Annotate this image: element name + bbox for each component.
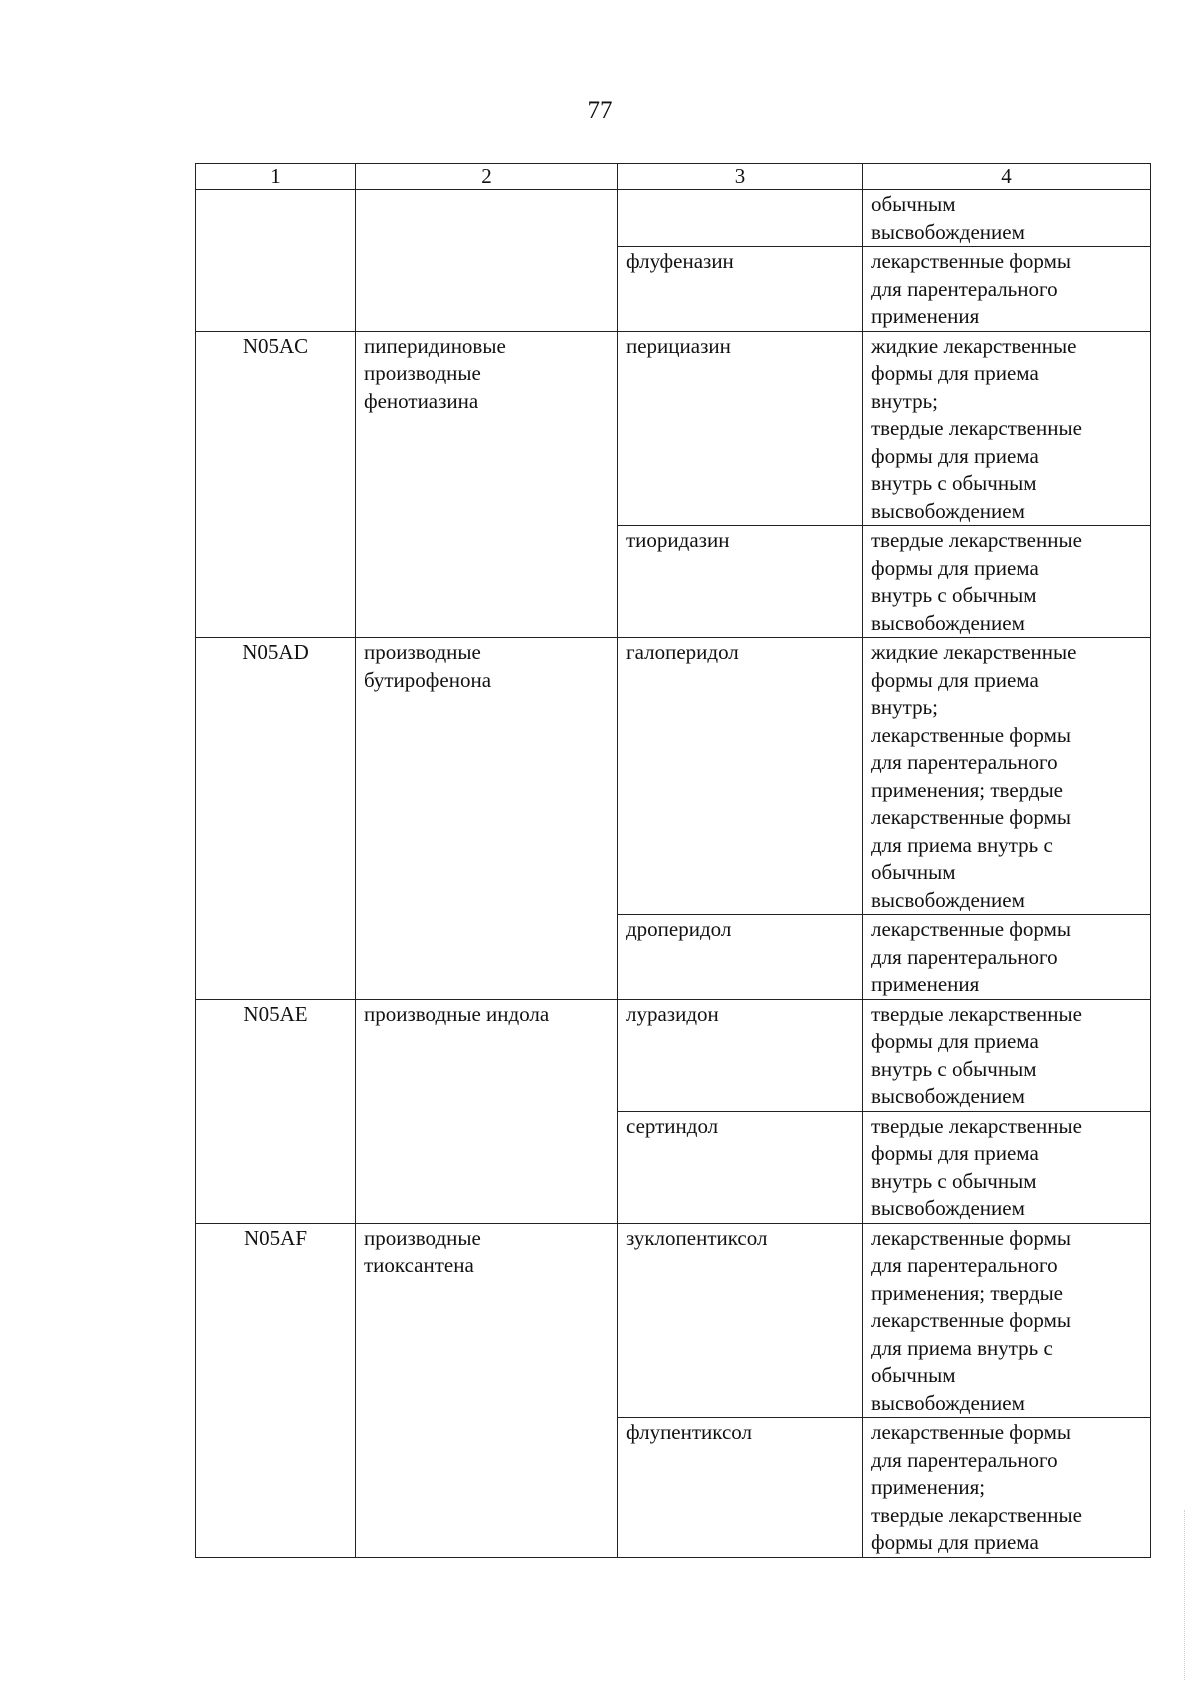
- drug-name-cell: луразидон: [618, 999, 863, 1111]
- dosage-form-line: обычным: [871, 192, 956, 216]
- group-line: производные: [364, 1225, 481, 1250]
- dosage-form-line: для парентерального: [871, 944, 1058, 969]
- dosage-forms-cell: [863, 1111, 1151, 1223]
- dosage-form-line: внутрь;: [871, 388, 938, 413]
- dosage-forms-cell: [863, 999, 1151, 1111]
- dosage-form-line: обычным: [871, 860, 956, 884]
- dosage-forms-cell: [863, 1223, 1151, 1418]
- dosage-form-line: формы для приема: [871, 1029, 1039, 1053]
- dosage-form-line: жидкие лекарственные: [871, 333, 1077, 358]
- header-col-2: 2: [356, 164, 618, 190]
- dosage-forms-cell: [863, 638, 1151, 915]
- anatomical-group-cell: [356, 999, 618, 1223]
- drug-name-cell: тиоридазин: [618, 526, 863, 638]
- dosage-form-line: обычным: [871, 1363, 956, 1387]
- drug-table-container: [195, 163, 1150, 1558]
- dosage-form-line: высвобождением: [871, 1084, 1025, 1108]
- dosage-form-line: лекарственные формы: [871, 722, 1071, 747]
- table-row: [196, 999, 1151, 1111]
- group-line: производные индола: [364, 1001, 550, 1026]
- dosage-form-line: лекарственные формы: [871, 1225, 1071, 1250]
- dosage-form-line: формы для приема: [871, 1530, 1039, 1554]
- drug-name-cell: перициазин: [618, 331, 863, 526]
- dosage-form-line: лекарственные формы: [871, 249, 1071, 273]
- dosage-form-line: формы для приема: [871, 667, 1039, 692]
- group-line: производные: [364, 361, 481, 385]
- scan-artifact: [1184, 1510, 1186, 1680]
- dosage-form-line: лекарственные формы: [871, 1308, 1071, 1332]
- dosage-form-line: применения; твердые: [871, 777, 1063, 802]
- dosage-form-line: для парентерального: [871, 1447, 1058, 1472]
- table-row: [196, 638, 1151, 915]
- drug-name-cell: флупентиксол: [618, 1418, 863, 1558]
- header-col-3: 3: [618, 164, 863, 190]
- dosage-form-line: высвобождением: [871, 219, 1025, 244]
- drug-name-cell: дроперидол: [618, 915, 863, 1000]
- drug-name-cell: галоперидол: [618, 638, 863, 915]
- table-row: [196, 331, 1151, 526]
- group-line: фенотиазина: [364, 388, 479, 413]
- table-row: [196, 1223, 1151, 1418]
- dosage-form-line: высвобождением: [871, 1390, 1025, 1415]
- dosage-form-line: внутрь с обычным: [871, 471, 1037, 495]
- dosage-form-line: лекарственные формы: [871, 805, 1071, 829]
- dosage-form-line: для парентерального: [871, 1253, 1058, 1277]
- dosage-form-line: твердые лекарственные: [871, 1113, 1082, 1138]
- header-col-1: 1: [196, 164, 356, 190]
- group-line: тиоксантена: [364, 1253, 474, 1277]
- group-line: пиперидиновые: [364, 333, 506, 358]
- dosage-form-line: высвобождением: [871, 498, 1025, 523]
- dosage-forms-cell: [863, 190, 1151, 247]
- atc-code-cell: N05AD: [196, 638, 356, 1000]
- drug-table: [195, 163, 1151, 1558]
- drug-name-cell: сертиндол: [618, 1111, 863, 1223]
- dosage-form-line: лекарственные формы: [871, 1420, 1071, 1444]
- dosage-form-line: для приема внутрь с: [871, 1335, 1053, 1360]
- atc-code-cell: N05AF: [196, 1223, 356, 1557]
- dosage-form-line: твердые лекарственные: [871, 1001, 1082, 1026]
- dosage-forms-cell: [863, 331, 1151, 526]
- dosage-form-line: твердые лекарственные: [871, 1502, 1082, 1527]
- table-row: [196, 190, 1151, 247]
- dosage-form-line: применения: [871, 972, 980, 996]
- dosage-form-line: твердые лекарственные: [871, 416, 1082, 440]
- dosage-form-line: для парентерального: [871, 750, 1058, 774]
- anatomical-group-cell: [356, 331, 618, 638]
- dosage-form-line: лекарственные формы: [871, 917, 1071, 941]
- drug-name-cell: зуклопентиксол: [618, 1223, 863, 1418]
- dosage-form-line: формы для приема: [871, 1141, 1039, 1165]
- group-line: бутирофенона: [364, 667, 492, 692]
- dosage-form-line: для приема внутрь с: [871, 832, 1053, 857]
- drug-name-cell: флуфеназин: [618, 247, 863, 332]
- header-row: [196, 164, 1151, 190]
- header-col-4: 4: [863, 164, 1151, 190]
- dosage-form-line: применения;: [871, 1475, 986, 1499]
- anatomical-group-cell: [356, 190, 618, 332]
- dosage-form-line: высвобождением: [871, 887, 1025, 912]
- dosage-form-line: применения: [871, 304, 980, 328]
- dosage-forms-cell: [863, 247, 1151, 332]
- dosage-form-line: внутрь с обычным: [871, 1168, 1037, 1193]
- page-number: 77: [587, 97, 613, 124]
- dosage-form-line: применения; твердые: [871, 1280, 1063, 1305]
- dosage-form-line: внутрь с обычным: [871, 1056, 1037, 1081]
- anatomical-group-cell: [356, 638, 618, 1000]
- dosage-form-line: внутрь;: [871, 695, 938, 719]
- table-body: [196, 190, 1151, 1558]
- group-line: производные: [364, 640, 481, 664]
- atc-code-cell: N05AE: [196, 999, 356, 1223]
- atc-code-cell: [196, 190, 356, 332]
- dosage-forms-cell: [863, 1418, 1151, 1558]
- dosage-form-line: жидкие лекарственные: [871, 640, 1077, 664]
- dosage-form-line: внутрь с обычным: [871, 583, 1037, 607]
- drug-name-cell: [618, 190, 863, 247]
- dosage-form-line: формы для приема: [871, 443, 1039, 468]
- dosage-forms-cell: [863, 915, 1151, 1000]
- anatomical-group-cell: [356, 1223, 618, 1557]
- dosage-form-line: формы для приема: [871, 555, 1039, 580]
- dosage-form-line: для парентерального: [871, 276, 1058, 301]
- dosage-form-line: твердые лекарственные: [871, 528, 1082, 552]
- dosage-form-line: высвобождением: [871, 610, 1025, 635]
- dosage-form-line: высвобождением: [871, 1196, 1025, 1220]
- dosage-form-line: формы для приема: [871, 361, 1039, 385]
- dosage-forms-cell: [863, 526, 1151, 638]
- atc-code-cell: N05AC: [196, 331, 356, 638]
